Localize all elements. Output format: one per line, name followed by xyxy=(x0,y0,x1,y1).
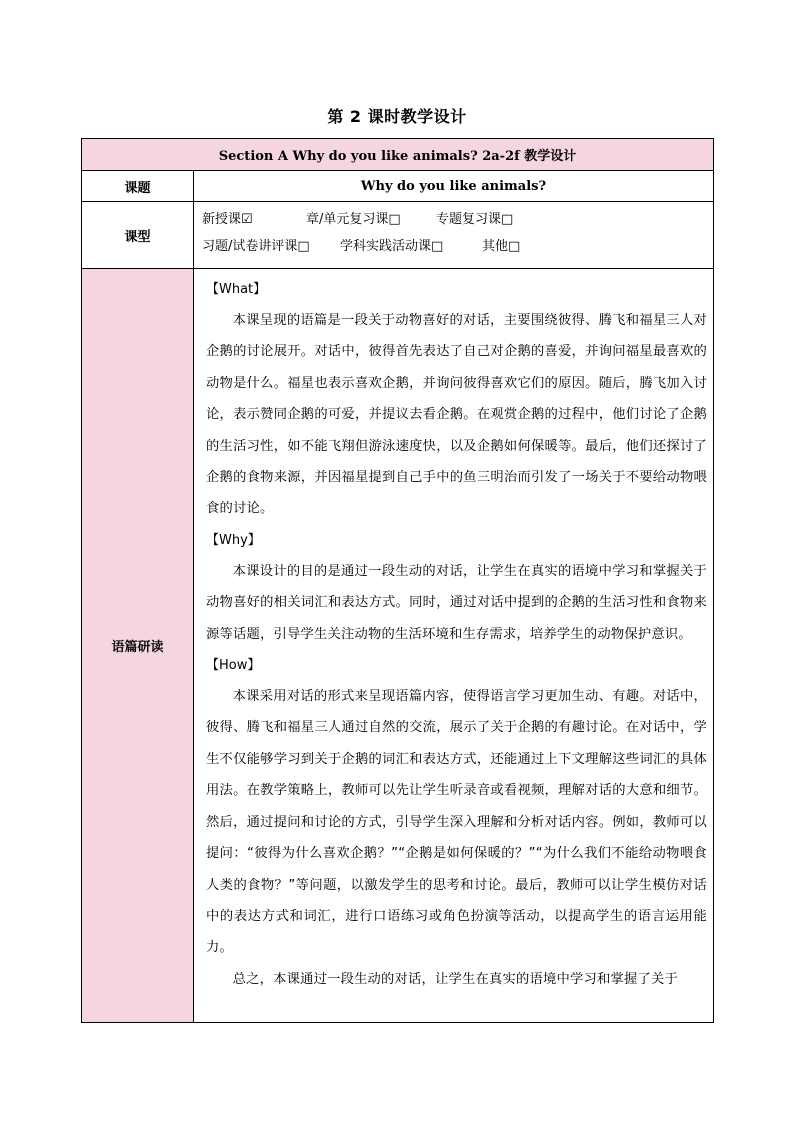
how-paragraph: 本课采用对话的形式来呈现语篇内容，使得语言学习更加生动、有趣。对话中，彼得、腾飞和福星三人通过自然的交流，展示了关于企鹅的有趣讨论。在对话中，学生不仅能够学习到关于企鹅的词汇和表达方式，还能通过上下文理解这些词汇的具体用法。在教学策略上，教师可以先让学生听录音或看视频，理解对话的大意和细节。然后，通过提问和讨论的方式，引导学生深入理解和分析对话内容。例如，教师可以提问：“彼得为什么喜欢企鹅？”“企鹅是如何保暖的？”“为什么我们不能给动物喂食人类的食物？”等问题，以激发学生的思考和讨论。最后，教师可以让学生模仿对话中的表达方式和词汇，进行口语练习或角色扮演等活动，以提高学生的语言运用能力。 xyxy=(206,689,707,956)
summary-paragraph: 总之，本课通过一段生动的对话，让学生在真实的语境中学习和掌握了关于 xyxy=(232,971,678,987)
text-analysis-row xyxy=(82,269,714,1023)
text-analysis-content xyxy=(194,269,714,1023)
lesson-type-label: 课型 xyxy=(82,202,194,269)
how-heading: 【How】 xyxy=(206,658,261,674)
type-option-exercise-review[interactable]: 习题/试卷讲评课□ xyxy=(202,239,310,254)
table-header: Section A Why do you like animals? 2a-2f 教学设计 xyxy=(82,139,714,171)
text-analysis-label: 语篇研读 xyxy=(82,269,194,1023)
what-paragraph: 本课呈现的语篇是一段关于动物喜好的对话，主要围绕彼得、腾飞和福星三人对企鹅的讨论展开。对话中，彼得首先表达了自己对企鹅的喜爱，并询问福星最喜欢的动物是什么。福星也表示喜欢企鹅，并询问彼得喜欢它们的原因。随后，腾飞加入讨论，表示赞同企鹅的可爱，并提议去看企鹅。在观赏企鹅的过程中，他们讨论了企鹅的生活习性，如不能飞翔但游泳速度快，以及企鹅如何保暖等。最后，他们还探讨了企鹅的食物来源，并因福星提到自己手中的鱼三明治而引发了一场关于不要给动物喂食的讨论。 xyxy=(206,313,707,517)
why-heading: 【Why】 xyxy=(206,532,261,548)
lesson-type-options xyxy=(194,202,714,269)
why-paragraph: 本课设计的目的是通过一段生动的对话，让学生在真实的语境中学习和掌握关于动物喜好的相关词汇和表达方式。同时，通过对话中提到的企鹅的生活习性和食物来源等话题，引导学生关注动物的生活环境和生存需求，培养学生的动物保护意识。 xyxy=(206,563,707,642)
type-options-line-1 xyxy=(202,206,713,233)
table-header-row xyxy=(82,139,714,171)
topic-row xyxy=(82,171,714,202)
page-title: 第 2 课时教学设计 xyxy=(327,107,467,126)
type-option-topic-review[interactable]: 专题复习课□ xyxy=(436,212,514,227)
topic-value: Why do you like animals? xyxy=(194,171,714,202)
what-heading: 【What】 xyxy=(206,282,267,297)
type-options-line-2 xyxy=(202,233,713,260)
lesson-design-table xyxy=(81,138,714,1023)
topic-label: 课题 xyxy=(82,171,194,202)
type-option-unit-review[interactable]: 章/单元复习课□ xyxy=(306,212,401,227)
lesson-type-row xyxy=(82,202,714,269)
type-option-practice[interactable]: 学科实践活动课□ xyxy=(340,239,444,254)
type-option-new[interactable]: 新授课☑ xyxy=(202,212,253,227)
type-option-other[interactable]: 其他□ xyxy=(482,239,521,254)
